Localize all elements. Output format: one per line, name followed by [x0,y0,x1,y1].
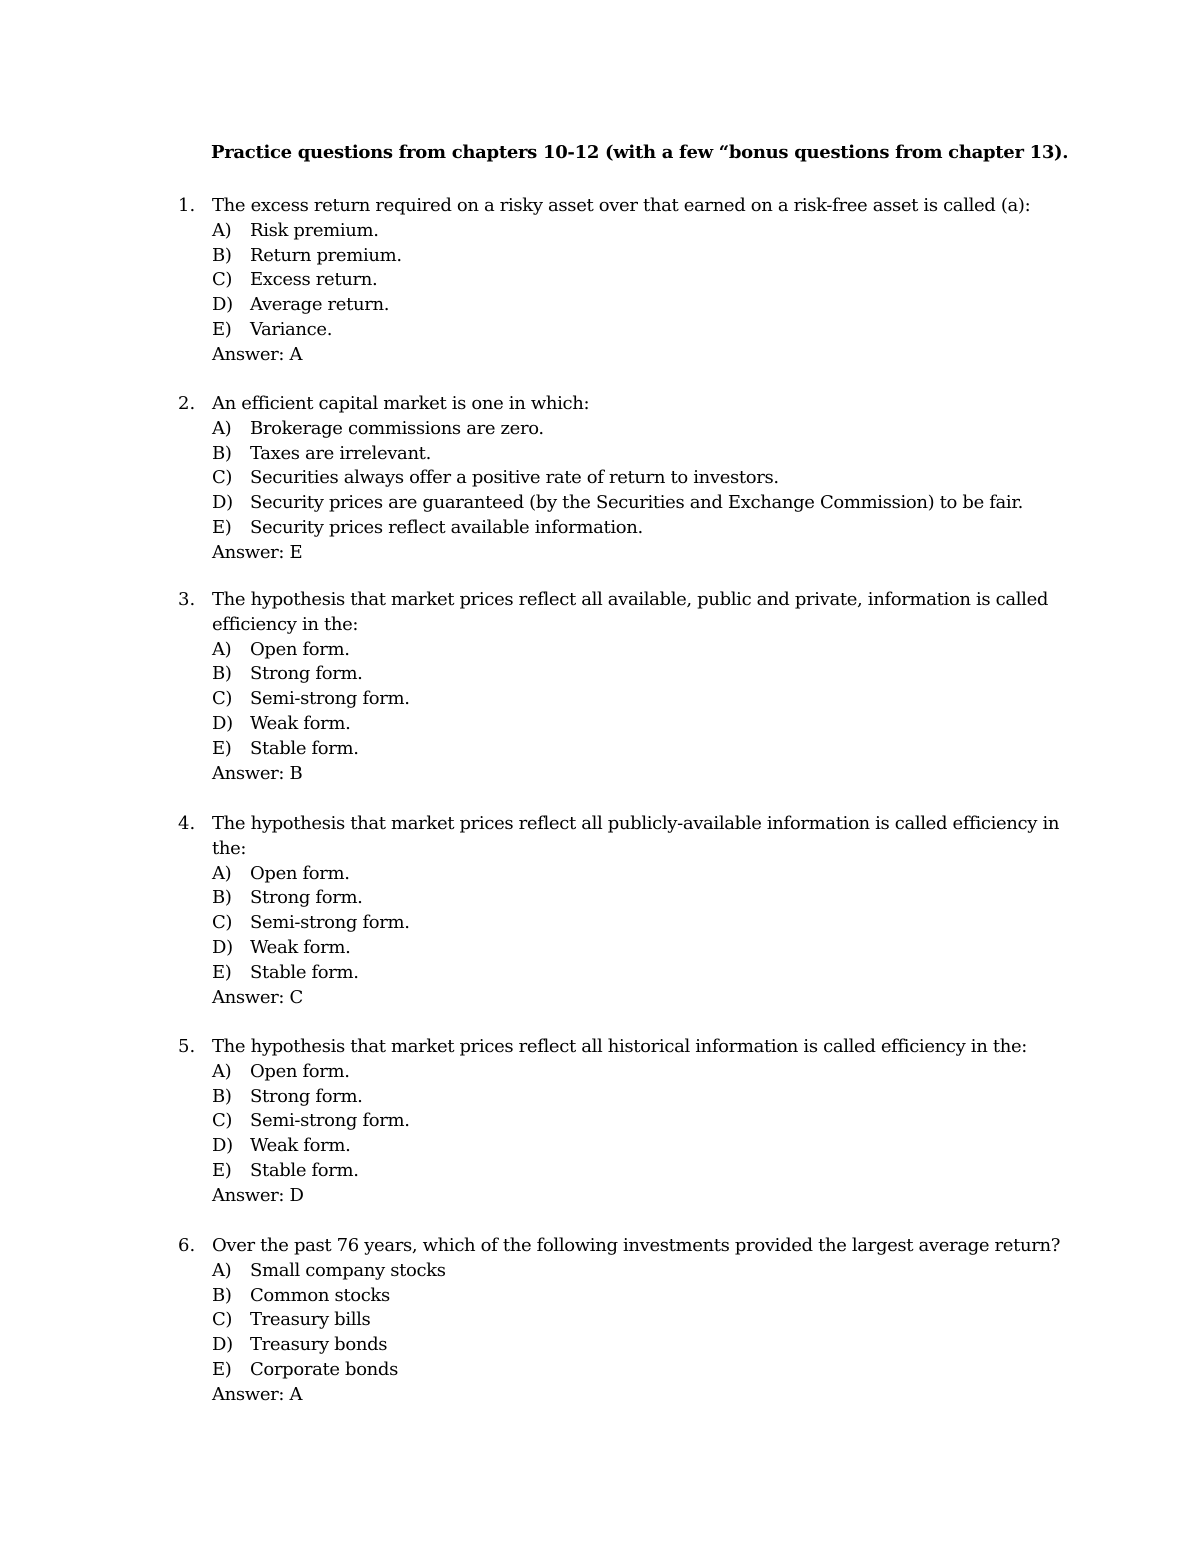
option-letter: D) [212,294,233,316]
option-letter: C) [212,1110,233,1132]
option-text: Security prices are guaranteed (by the Securities and Exchange Commission) to be fair. [250,492,1023,514]
option-d [212,712,1062,737]
option-a [212,1259,1062,1284]
option-text: Risk premium. [250,219,379,241]
option-c [212,687,1062,712]
option-letter: B) [212,244,232,266]
option-text: Corporate bonds [250,1358,398,1380]
question-text: An efficient capital market is one in which: [212,393,590,414]
option-text: Stable form. [250,961,359,983]
option-letter: A) [212,1259,232,1281]
option-b [212,886,1062,911]
question-number: 1. [178,195,196,216]
option-text: Treasury bills [250,1309,371,1331]
option-letter: E) [212,737,232,759]
option-text: Weak form. [250,712,351,734]
option-letter: A) [212,219,232,241]
question-number: 4. [178,813,196,834]
option-letter: E) [212,1159,232,1181]
option-text: Strong form. [250,887,363,909]
question-text: The hypothesis that market prices reflect all publicly-available information is called efficiency in [212,813,1060,834]
question-text-continued: the: [212,837,247,859]
option-letter: A) [212,862,232,884]
question-body [212,588,1062,786]
option-letter: B) [212,442,232,464]
option-letter: C) [212,467,233,489]
option-text: Weak form. [250,1135,351,1157]
option-a [212,638,1062,663]
option-b [212,1085,1062,1110]
option-text: Brokerage commissions are zero. [250,417,544,439]
question-number: 5. [178,1036,196,1057]
option-text: Taxes are irrelevant. [250,442,431,464]
option-e [212,516,1062,541]
option-letter: E) [212,516,232,538]
option-text: Open form. [250,638,350,660]
option-letter: B) [212,663,232,685]
option-letter: C) [212,688,233,710]
answer-line: Answer: C [212,986,303,1008]
question-body [212,1234,1062,1408]
answer-line: Answer: D [212,1184,304,1206]
option-letter: D) [212,936,233,958]
option-text: Securities always offer a positive rate of return to investors. [250,467,779,489]
answer-line: Answer: A [212,343,303,365]
question-number: 6. [178,1235,196,1256]
option-d [212,293,1062,318]
option-letter: A) [212,417,232,439]
option-letter: B) [212,1284,232,1306]
option-a [212,417,1062,442]
option-a [212,219,1062,244]
option-a [212,862,1062,887]
answer-line: Answer: B [212,762,303,784]
option-e [212,318,1062,343]
option-text: Security prices reflect available information. [250,516,643,538]
option-e [212,961,1062,986]
option-text: Open form. [250,862,350,884]
option-d [212,936,1062,961]
option-letter: B) [212,1085,232,1107]
question-text: The hypothesis that market prices reflect all historical information is called efficiency in the: [212,1036,1027,1057]
option-text: Strong form. [250,1085,363,1107]
option-letter: C) [212,912,233,934]
option-d [212,1134,1062,1159]
option-text: Open form. [250,1060,350,1082]
question-body [212,392,1062,566]
question-body [212,194,1062,368]
question-text-continued: efficiency in the: [212,613,359,635]
option-d [212,1333,1062,1358]
option-text: Semi-strong form. [250,1110,410,1132]
option-letter: E) [212,1358,232,1380]
question-number: 3. [178,589,196,610]
option-letter: D) [212,1135,233,1157]
option-e [212,1358,1062,1383]
option-text: Semi-strong form. [250,688,410,710]
answer-line: Answer: A [212,1383,303,1405]
option-c [212,268,1062,293]
question-text: The excess return required on a risky asset over that earned on a risk-free asset is called (a): [212,195,1031,216]
option-letter: E) [212,961,232,983]
option-e [212,737,1062,762]
option-letter: C) [212,1309,233,1331]
option-text: Variance. [250,318,333,340]
page-title: Practice questions from chapters 10-12 (with a few “bonus questions from chapter 13). [211,142,1069,163]
option-letter: D) [212,1334,233,1356]
option-letter: D) [212,712,233,734]
option-c [212,911,1062,936]
option-text: Stable form. [250,1159,359,1181]
option-text: Weak form. [250,936,351,958]
option-d [212,491,1062,516]
option-letter: A) [212,638,232,660]
option-text: Average return. [250,294,390,316]
option-b [212,1284,1062,1309]
question-number: 2. [178,393,196,414]
option-b [212,662,1062,687]
option-letter: E) [212,318,232,340]
option-text: Treasury bonds [250,1334,388,1356]
option-text: Common stocks [250,1284,390,1306]
option-letter: A) [212,1060,232,1082]
option-text: Strong form. [250,663,363,685]
question-body [212,812,1062,1010]
question-text: Over the past 76 years, which of the following investments provided the largest average return? [212,1235,1061,1256]
option-c [212,466,1062,491]
option-c [212,1308,1062,1333]
option-b [212,442,1062,467]
answer-line: Answer: E [212,541,303,563]
option-b [212,244,1062,269]
option-text: Semi-strong form. [250,912,410,934]
option-letter: D) [212,492,233,514]
option-letter: B) [212,887,232,909]
option-text: Excess return. [250,269,378,291]
option-c [212,1109,1062,1134]
option-letter: C) [212,269,233,291]
option-text: Return premium. [250,244,402,266]
option-text: Stable form. [250,737,359,759]
question-text: The hypothesis that market prices reflect all available, public and private, information is called [212,589,1049,610]
option-e [212,1159,1062,1184]
option-a [212,1060,1062,1085]
question-body [212,1035,1062,1209]
option-text: Small company stocks [250,1259,446,1281]
